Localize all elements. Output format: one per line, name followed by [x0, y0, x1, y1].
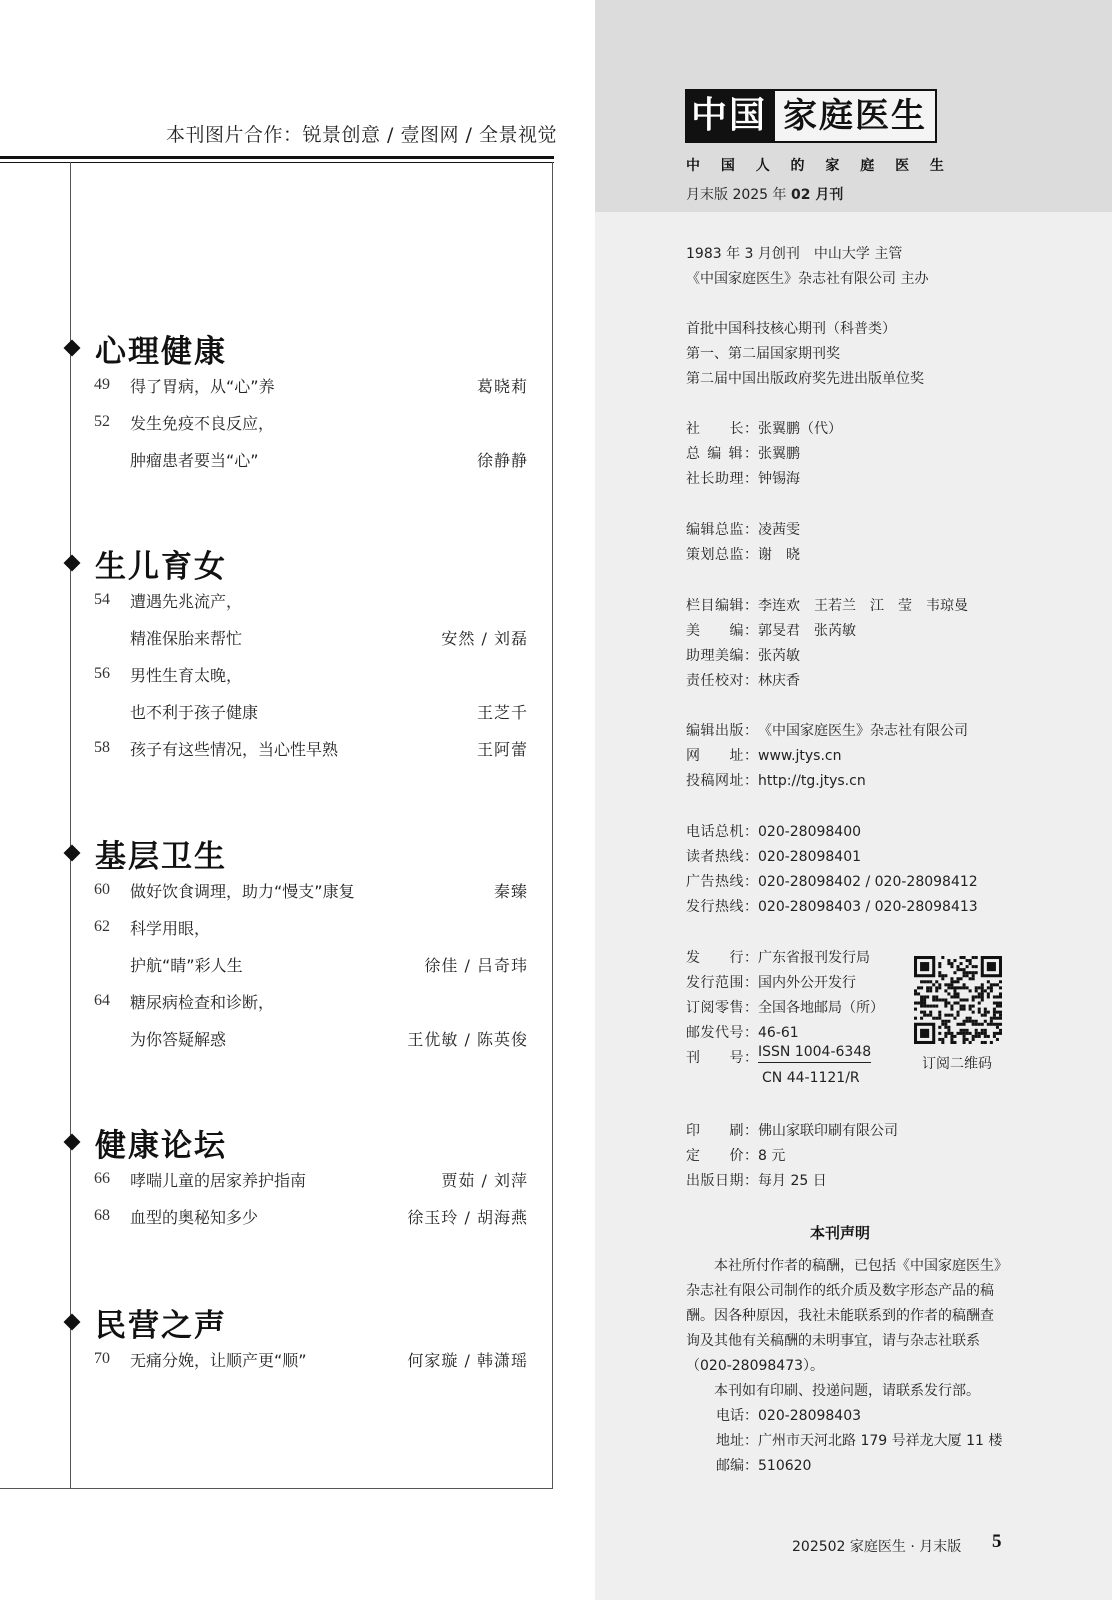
entry-page-number: 68: [94, 1207, 110, 1224]
entry-title: 无痛分娩，让顺产更“顺”: [130, 1351, 307, 1370]
declaration-title: 本刊声明: [810, 1224, 871, 1242]
info-label: 发行热线：: [686, 899, 758, 915]
entry-title: 肿瘤患者要当“心”: [130, 451, 259, 470]
contact-address: 地址：广州市天河北路 179 号祥龙大厦 11 楼: [716, 1433, 1003, 1449]
info-row: [686, 417, 842, 442]
info-label: 策划总监：: [686, 547, 758, 563]
issn: ISSN 1004-6348: [758, 1044, 871, 1063]
magazine-logo: [685, 89, 937, 143]
slogan-char: 的: [790, 158, 805, 174]
entry-title: 科学用眼，: [130, 919, 211, 938]
toc-entry[interactable]: [0, 1023, 554, 1060]
slogan-char: 生: [929, 158, 944, 174]
entry-author: 徐静静: [476, 451, 528, 470]
info-value: 国内外公开发行: [758, 975, 856, 991]
toc-section: [0, 833, 554, 1060]
info-value: 张翼鹏: [758, 446, 800, 462]
section-header: [0, 543, 554, 585]
entry-author: 徐玉玲 / 胡海燕: [407, 1208, 528, 1227]
entry-title: 发生免疫不良反应，: [130, 414, 275, 433]
honor-line: 第二届中国出版政府奖先进出版单位奖: [686, 371, 924, 387]
info-value: 《中国家庭医生》杂志社有限公司: [758, 723, 968, 739]
cn-number: CN 44-1121/R: [762, 1070, 860, 1086]
info-value: 广东省报刊发行局: [758, 950, 870, 966]
info-value: 020-28098401: [758, 849, 862, 865]
info-value: 020-28098400: [758, 824, 862, 840]
info-value: 020-28098402 / 020-28098412: [758, 874, 978, 890]
entry-page-number: 52: [94, 413, 110, 430]
info-label: 出版日期：: [686, 1173, 758, 1189]
slogan-char: 人: [755, 158, 770, 174]
page-number: 5: [992, 1531, 1002, 1552]
info-value: 李连欢 王若兰 江 莹 韦琼曼: [758, 598, 968, 614]
entry-title: 血型的奥秘知多少: [130, 1208, 259, 1227]
slogan-char: 国: [720, 158, 735, 174]
info-row: [686, 442, 842, 467]
info-row: [686, 644, 968, 669]
toc-section: [0, 543, 554, 770]
section-title: 基层卫生: [95, 839, 227, 875]
section-header: [0, 833, 554, 875]
entry-page-number: 70: [94, 1350, 110, 1367]
entry-page-number: 64: [94, 992, 110, 1009]
entry-title: 得了胃病，从“心”养: [130, 377, 275, 396]
info-row: [686, 769, 968, 794]
info-label: 定 价：: [686, 1148, 758, 1164]
info-row: [686, 619, 968, 644]
info-value: 钟锡海: [758, 471, 800, 487]
entry-page-number: 60: [94, 881, 110, 898]
honors-info: [686, 317, 924, 392]
info-label: 栏目编辑：: [686, 598, 758, 614]
contact-phone: 电话：020-28098403: [716, 1408, 862, 1424]
info-label: 邮发代号：: [686, 1025, 758, 1041]
honor-line: 首批中国科技核心期刊（科普类）: [686, 321, 896, 337]
entry-author: 王优敏 / 陈英俊: [407, 1030, 528, 1049]
slogan-char: 庭: [860, 158, 875, 174]
info-value: 张芮敏: [758, 648, 800, 664]
info-label: 编辑总监：: [686, 522, 758, 538]
toc-entry[interactable]: [0, 659, 554, 696]
info-label: 读者热线：: [686, 849, 758, 865]
section-title: 民营之声: [95, 1308, 227, 1344]
info-label: 社 长：: [686, 421, 758, 437]
entry-page-number: 58: [94, 739, 110, 756]
staff-info: [686, 417, 842, 492]
entry-title: 遭遇先兆流产，: [130, 592, 243, 611]
entry-title: 护航“睛”彩人生: [130, 956, 243, 975]
founding-line: 1983 年 3 月创刊 中山大学 主管: [686, 246, 903, 262]
entry-title: 男性生育太晚，: [130, 666, 243, 685]
info-value: www.jtys.cn: [758, 748, 842, 764]
entry-author: 葛晓莉: [476, 377, 528, 396]
entry-author: 徐佳 / 吕奇玮: [424, 956, 528, 975]
toc-entry[interactable]: [0, 949, 554, 986]
info-row: [686, 1144, 898, 1169]
publish-info: [686, 719, 968, 794]
declaration-paragraph: 本社所付作者的稿酬，已包括《中国家庭医生》杂志社有限公司制作的纸介质及数字形态产品的稿酬。因各种原因，我社未能联系到的作者的稿酬查询及其他有关稿酬的未明事宜，请与杂志社联系（020-28098473）。: [686, 1258, 1001, 1374]
toc-entry[interactable]: [0, 585, 554, 622]
entry-author: 王芝千: [476, 703, 528, 722]
entry-author: 贾茹 / 刘萍: [441, 1171, 528, 1190]
diamond-bullet-icon: [64, 555, 81, 572]
logo-part-a: 中国: [685, 89, 773, 143]
diamond-bullet-icon: [64, 340, 81, 357]
editors-info: [686, 594, 968, 694]
entry-title: 也不利于孩子健康: [130, 703, 259, 722]
info-row: [686, 719, 968, 744]
info-row: [686, 467, 842, 492]
info-label: 助理美编：: [686, 648, 758, 664]
entry-author: 安然 / 刘磊: [441, 629, 528, 648]
section-title: 心理健康: [95, 334, 227, 370]
entry-title: 孩子有这些情况，当心性早熟: [130, 740, 339, 759]
toc-section: [0, 1122, 554, 1238]
founding-info: [686, 242, 928, 292]
entry-page-number: 54: [94, 591, 110, 608]
info-value: 全国各地邮局（所）: [758, 1000, 884, 1016]
info-value: 8 元: [758, 1148, 786, 1164]
info-value: 020-28098403 / 020-28098413: [758, 899, 978, 915]
qr-label: 订阅二维码: [922, 1056, 992, 1072]
toc-entry[interactable]: [0, 986, 554, 1023]
entry-title: 精准保胎来帮忙: [130, 629, 243, 648]
entry-title: 哮喘儿童的居家养护指南: [130, 1171, 307, 1190]
toc-entry[interactable]: [0, 1201, 554, 1238]
entry-page-number: 66: [94, 1170, 110, 1187]
qr-code-icon[interactable]: [914, 956, 1002, 1044]
entry-author: 何家璇 / 韩潇瑶: [407, 1351, 528, 1370]
printing-info: [686, 1119, 898, 1194]
toc-entry[interactable]: [0, 733, 554, 770]
section-title: 健康论坛: [95, 1128, 227, 1164]
info-row: [686, 870, 978, 895]
entry-title: 糖尿病检查和诊断，: [130, 993, 275, 1012]
info-value: 林庆香: [758, 673, 800, 689]
toc-entry[interactable]: [0, 622, 554, 659]
header-rule: [0, 156, 554, 159]
info-label: 投稿网址：: [686, 773, 758, 789]
info-label: 责任校对：: [686, 673, 758, 689]
info-label: 发 行：: [686, 950, 758, 966]
founding-line: 《中国家庭医生》杂志社有限公司 主办: [686, 271, 929, 287]
image-credit: 本刊图片合作：锐景创意 / 壹图网 / 全景视觉: [166, 124, 557, 146]
phones-info: [686, 820, 978, 920]
toc-entry[interactable]: [0, 370, 554, 407]
edition-line: [686, 184, 843, 204]
entry-page-number: 56: [94, 665, 110, 682]
info-row: [686, 1021, 884, 1046]
toc-entry[interactable]: [0, 1344, 554, 1381]
toc-entry[interactable]: [0, 1164, 554, 1201]
info-value: 凌茜雯: [758, 522, 800, 538]
toc-entry[interactable]: [0, 912, 554, 949]
toc-section: [0, 328, 554, 481]
section-header: [0, 1302, 554, 1344]
info-row: [686, 594, 968, 619]
info-value: 谢 晓: [758, 547, 800, 563]
slogan-char: 家: [825, 158, 840, 174]
section-title: 生儿育女: [95, 549, 227, 585]
info-value: 46-61: [758, 1025, 799, 1041]
info-row: [686, 518, 800, 543]
slogan-char: 中: [686, 158, 700, 174]
info-row: [686, 971, 884, 996]
info-row: [686, 820, 978, 845]
edition-month: 02 月刊: [790, 187, 844, 203]
info-row: [686, 543, 800, 568]
info-label: 社长助理：: [686, 471, 758, 487]
declaration-paragraph: 本刊如有印刷、投递问题，请联系发行部。: [714, 1383, 980, 1399]
diamond-bullet-icon: [64, 1314, 81, 1331]
contact-postcode: 邮编：510620: [716, 1458, 812, 1474]
info-label: 电话总机：: [686, 824, 758, 840]
section-header: [0, 328, 554, 370]
info-label: 订阅零售：: [686, 1000, 758, 1016]
info-value: http://tg.jtys.cn: [758, 773, 866, 789]
toc-entry[interactable]: [0, 407, 554, 444]
info-row: [686, 895, 978, 920]
entry-page-number: 49: [94, 376, 110, 393]
logo-part-b: 家庭医生: [773, 89, 937, 143]
info-value: 张翼鹏（代）: [758, 421, 842, 437]
diamond-bullet-icon: [64, 845, 81, 862]
info-row: [686, 996, 884, 1021]
info-row: [686, 946, 884, 971]
frame-rule: [0, 1488, 71, 1489]
directors-info: [686, 518, 800, 568]
toc-entry[interactable]: [0, 444, 554, 481]
info-row: [686, 845, 978, 870]
slogan: [686, 155, 944, 175]
toc-section: [0, 1302, 554, 1381]
info-label: 美 编：: [686, 623, 758, 639]
section-header: [0, 1122, 554, 1164]
diamond-bullet-icon: [64, 1134, 81, 1151]
info-value: 郭旻君 张芮敏: [758, 623, 856, 639]
entry-title: 做好饮食调理，助力“慢支”康复: [130, 882, 355, 901]
info-label: 编辑出版：: [686, 723, 758, 739]
toc-entry[interactable]: [0, 696, 554, 733]
entry-page-number: 62: [94, 918, 110, 935]
info-label: 网 址：: [686, 748, 758, 764]
honor-line: 第一、第二届国家期刊奖: [686, 346, 840, 362]
info-label: 刊 号：: [686, 1050, 758, 1066]
info-row: [686, 1119, 898, 1144]
info-row: [686, 744, 968, 769]
info-label: 印 刷：: [686, 1123, 758, 1139]
entry-author: 王阿蕾: [476, 740, 528, 759]
info-label: 发行范围：: [686, 975, 758, 991]
running-footer: 202502 家庭医生 · 月末版: [792, 1539, 962, 1555]
info-row: [686, 669, 968, 694]
slogan-char: 医: [895, 158, 910, 174]
info-label: 广告热线：: [686, 874, 758, 890]
info-value: 佛山家联印刷有限公司: [758, 1123, 898, 1139]
declaration-text: [686, 1254, 1006, 1479]
entry-author: 秦臻: [493, 882, 528, 901]
info-label: 总 编 辑：: [686, 446, 758, 462]
edition-prefix: 月末版 2025 年: [686, 187, 791, 203]
info-value: 每月 25 日: [758, 1173, 827, 1189]
toc-entry[interactable]: [0, 875, 554, 912]
entry-title: 为你答疑解惑: [130, 1030, 227, 1049]
info-row: [686, 1169, 898, 1194]
